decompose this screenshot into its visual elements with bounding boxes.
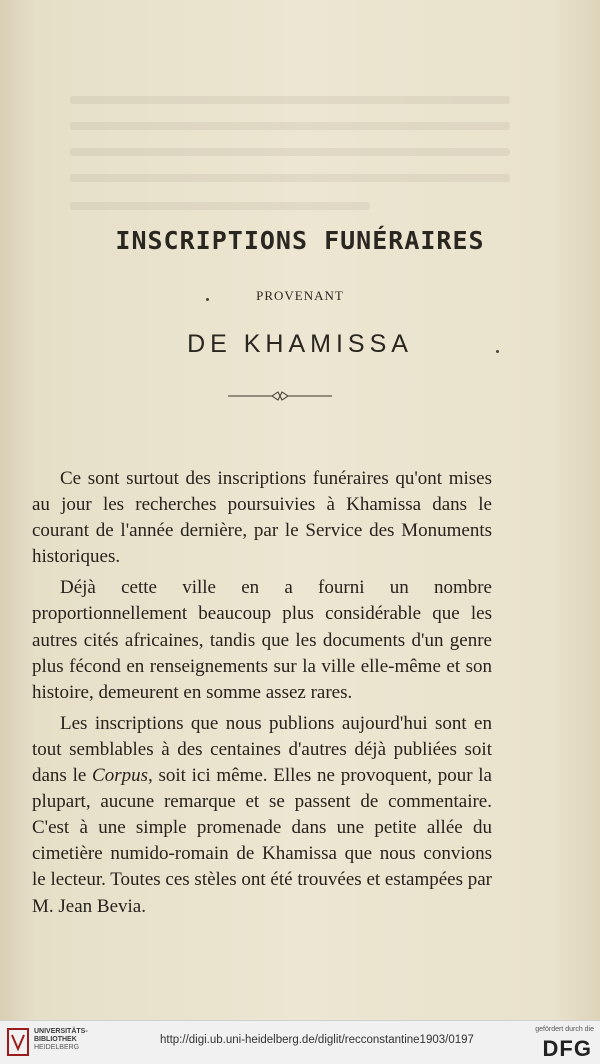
paragraph-text: , soit ici même. Elles ne provoquent, pour la plupart, aucune remarque et se passent de commentaire. C'est à une simple promenade dans une petite allée du cimetière numido-romain de Khamissa que nous convions le lecteur. Toutes ces stèles ont été trouvées et estampées par M. Jean Bevia. xyxy=(32,765,492,917)
show-through xyxy=(70,96,510,104)
paragraph: Déjà cette ville en a fourni un nombre proportionnellement beaucoup plus considérable que les autres cités africaines, tandis que les documents d'un genre plus fécond en renseignements sur la ville elle-même et son histoire, demeurent en somme assez rares. xyxy=(32,577,492,703)
page-place: DE KHAMISSA xyxy=(187,330,413,358)
library-line: BIBLIOTHEK xyxy=(34,1036,77,1043)
library-name xyxy=(34,1028,104,1052)
permalink-url[interactable]: http://digi.ub.uni-heidelberg.de/diglit/recconstantine1903/0197 xyxy=(160,1034,474,1046)
title-ornament xyxy=(228,390,332,402)
sponsor-note: gefördert durch die xyxy=(535,1026,594,1033)
viewer-footer xyxy=(0,1020,600,1064)
corpus-italic: Corpus xyxy=(92,765,148,787)
library-line: HEIDELBERG xyxy=(34,1044,80,1051)
dfg-logo: DFG xyxy=(542,1036,592,1061)
library-logo-icon xyxy=(6,1027,30,1057)
paragraph-text: Les inscriptions que nous publions aujourd'hui sont en tout semblables à des centaines d'autres déjà publiées soit dans le xyxy=(32,712,492,787)
body-text xyxy=(32,466,492,925)
show-through xyxy=(70,202,370,210)
page-title: INSCRIPTIONS FUNÉRAIRES xyxy=(115,226,485,255)
paragraph: Ce sont surtout des inscriptions funéraires qu'ont mises au jour les recherches poursuivies à Khamissa dans le courant de l'année dernière, par le Service des Monuments historiques. xyxy=(32,468,492,568)
library-line: UNIVERSITÄTS- xyxy=(34,1028,88,1035)
page-subtitle: PROVENANT xyxy=(256,288,344,303)
show-through xyxy=(70,174,510,182)
show-through xyxy=(70,148,510,156)
show-through xyxy=(70,122,510,130)
speck xyxy=(496,350,499,353)
paragraph xyxy=(32,711,492,920)
